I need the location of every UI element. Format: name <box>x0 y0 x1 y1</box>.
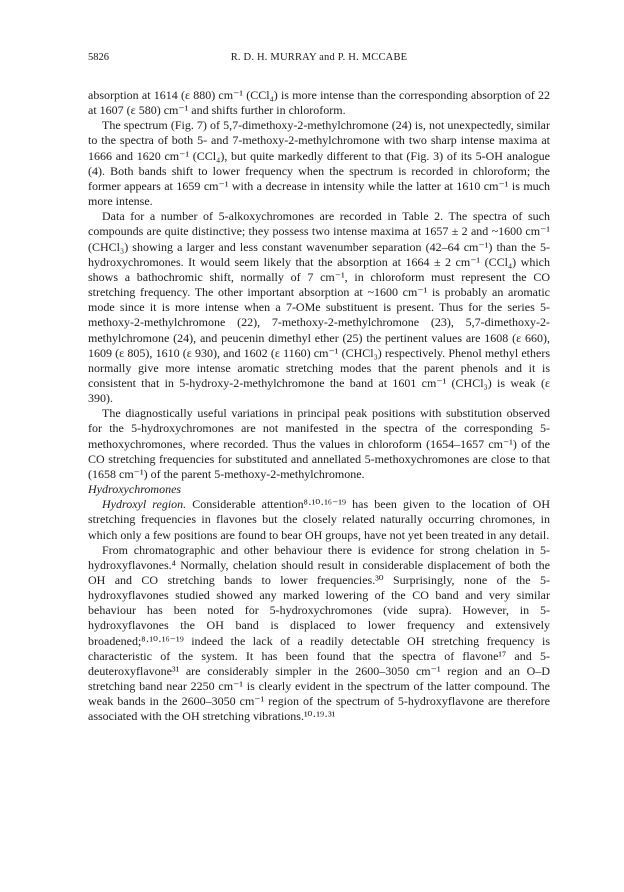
paragraph: The spectrum (Fig. 7) of 5,7-dimethoxy-2-methylchromone (24) is, not unexpectedly, similar to the spectra of both 5- and 7-methoxy-2-methylchromone with two sharp intense maxima at 1666 and 1620 cm⁻¹ (CCl₄), but quite markedly different to that (Fig. 3) of its 5-OH analogue (4). Both bands shift to lower frequency when the spectrum is recorded in chloroform; the former appears at 1659 cm⁻¹ with a decrease in intensity while the latter at 1610 cm⁻¹ is much more intense. <box>88 118 550 209</box>
paragraph-text: Considerable attention⁸·¹⁰·¹⁶⁻¹⁹ has been given to the location of OH stretching frequencies in flavones but the closely related naturally occurring chromones, in which only a few positions are found to bear OH groups, have not yet been treated in any detail. <box>88 497 550 542</box>
paragraph: From chromatographic and other behaviour there is evidence for strong chelation in 5-hydroxyflavones.⁴ Normally, chelation should result in considerable displacement of both the OH and CO stretching bands to lower frequencies.³⁰ Surprisingly, none of the 5-hydroxyflavones studied showed any marked lowering of the CO band and very similar behaviour has been noted for 5-hydroxychromones (vide supra). However, in 5-hydroxyflavones the OH band is displaced to lower frequency and extensively broadened;⁸·¹⁰·¹⁶⁻¹⁹ indeed the lack of a readily detectable OH stretching frequency is characteristic of the system. It has been found that the spectra of flavone¹⁷ and 5-deuteroxyflavone³¹ are considerably simpler in the 2600–3050 cm⁻¹ region and an O–D stretching band near 2250 cm⁻¹ is clearly evident in the spectrum of the latter compound. The weak bands in the 2600–3050 cm⁻¹ region of the spectrum of 5-hydroxyflavone are therefore associated with the OH stretching vibrations.¹⁰·¹⁹·³¹ <box>88 542 550 724</box>
page-header <box>88 52 550 68</box>
paragraph <box>88 497 550 542</box>
article-body <box>88 88 550 725</box>
running-title: R. D. H. MURRAY and P. H. MCCABE <box>230 52 408 63</box>
subsection-label: Hydroxyl region. <box>102 497 187 512</box>
page-number: 5826 <box>88 52 109 63</box>
paragraph: The diagnostically useful variations in principal peak positions with substitution observed for the 5-hydroxychromones are not manifested in the spectra of the corresponding 5-methoxychromones, where recorded. Thus the values in chloroform (1654–1657 cm⁻¹) of the CO stretching frequencies for substituted and annellated 5-methoxychromones are close to that (1658 cm⁻¹) of the parent 5-methoxy-2-methylchromone. <box>88 406 550 481</box>
paragraph: absorption at 1614 (ε 880) cm⁻¹ (CCl₄) is more intense than the corresponding absorption of 22 at 1607 (ε 580) cm⁻¹ and shifts further in chloroform. <box>88 88 550 118</box>
paragraph: Data for a number of 5-alkoxychromones are recorded in Table 2. The spectra of such compounds are quite distinctive; they possess two intense maxima at 1657 ± 2 and ~1600 cm⁻¹ (CHCl₃) showing a larger and less constant wavenumber separation (42–64 cm⁻¹) than the 5-hydroxychromones. It would seem likely that the absorption at 1664 ± 2 cm⁻¹ (CCl₄) which shows a bathochromic shift, normally of 7 cm⁻¹, in chloroform must represent the CO stretching frequency. The other important absorption at ~1600 cm⁻¹ is probably an aromatic mode since it is more intense when a 7-OMe substituent is present. Thus for the series 5-methoxy-2-methylchromone (22), 7-methoxy-2-methylchromone (23), 5,7-dimethoxy-2-methylchromone (24), and peucenin dimethyl ether (25) the pertinent values are 1608 (ε 660), 1609 (ε 805), 1610 (ε 930), and 1602 (ε 1160) cm⁻¹ (CHCl₃) respectively. Phenol methyl ethers normally give more intense aromatic stretching modes that the parent phenols and it is consistent that in 5-hydroxy-2-methylchromone the band at 1601 cm⁻¹ (CHCl₃) is weak (ε 390). <box>88 209 550 406</box>
section-heading: Hydroxychromones <box>88 482 182 497</box>
